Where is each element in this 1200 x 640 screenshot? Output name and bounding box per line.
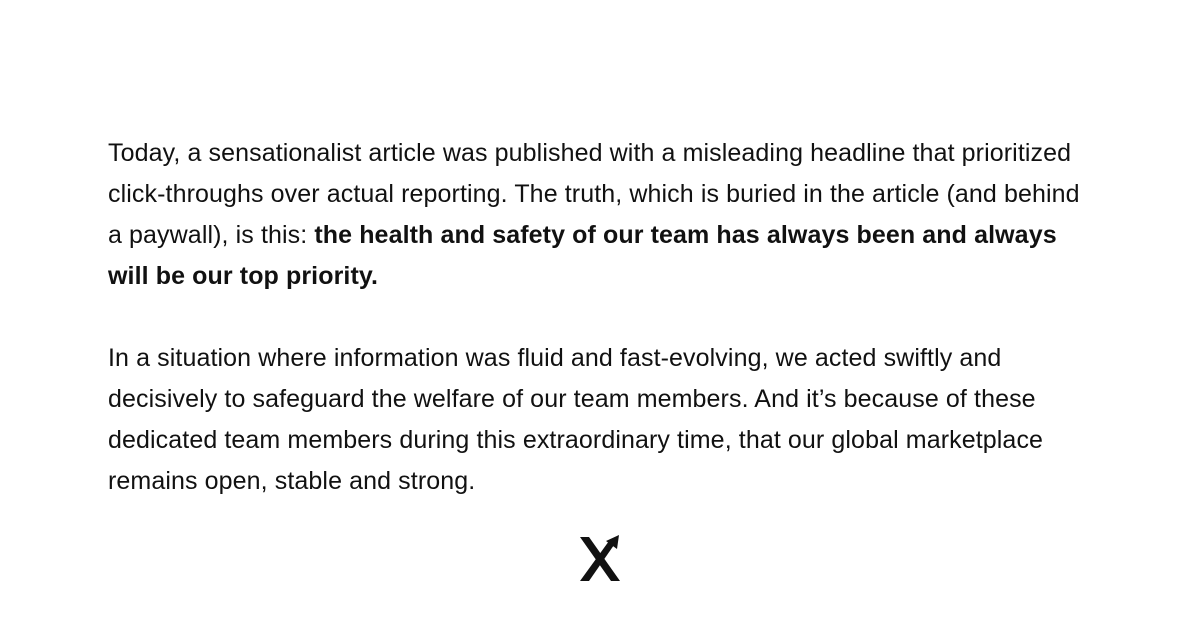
paragraph-1-emphasis: the health and safety of our team has always been and always will be our top priority. (108, 221, 1057, 290)
x-arrow-logo-icon (578, 535, 622, 583)
statement-paragraph-2 (108, 338, 1098, 502)
statement-body (108, 133, 1098, 502)
paragraph-1-text: Today, a sensationalist article was published with a misleading headline that prioritized click-throughs over actual reporting. The truth, which is buried in the article (and behind a paywall), is this: (108, 139, 1080, 249)
paragraph-2-text: In a situation where information was fluid and fast-evolving, we acted swiftly and decisively to safeguard the welfare of our team members. And it’s because of these dedicated team members during this extraordinary time, that our global marketplace remains open, stable and strong. (108, 344, 1044, 495)
statement-paragraph-1 (108, 133, 1098, 297)
